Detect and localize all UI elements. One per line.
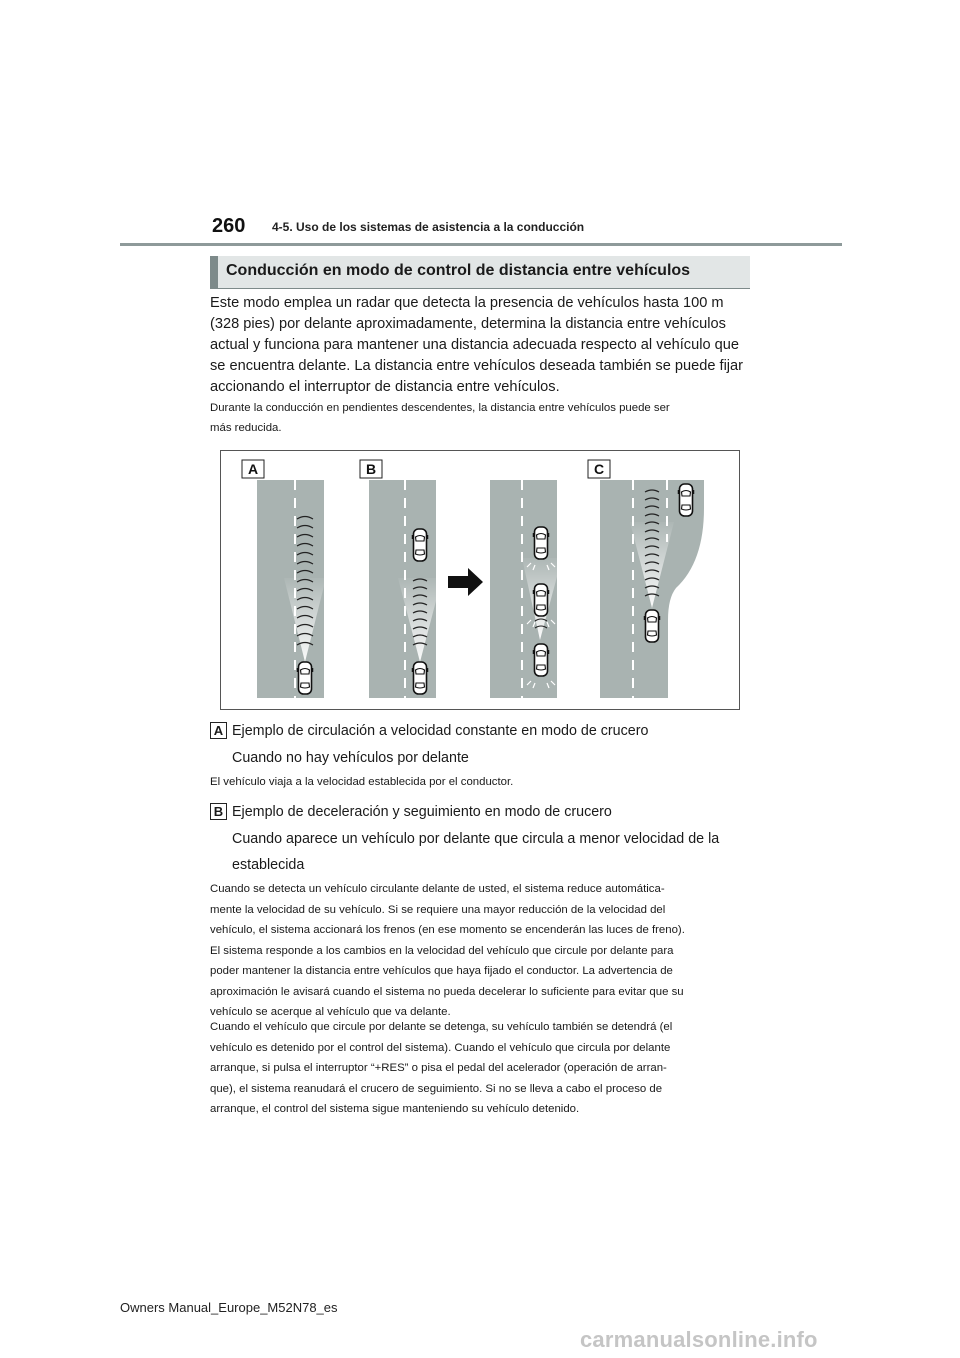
- lead-car-b: [413, 529, 428, 561]
- item-a-text: [210, 772, 750, 793]
- item-a-text-line: El vehículo viaja a la velocidad establecida por el conductor.: [210, 776, 514, 788]
- lead-car-b2: [534, 527, 549, 559]
- lead-car-c: [679, 484, 694, 516]
- chapter-title: 4-5. Uso de los sistemas de asistencia a la conducción: [272, 220, 585, 234]
- item-b-text-line: vehículo, el sistema accionará los frenos (en ese momento se encenderán las luces de freno).: [210, 924, 685, 936]
- cruise-control-diagram: [220, 450, 740, 710]
- section-title: Conducción en modo de control de distancia entre vehículos: [210, 256, 750, 288]
- note-paragraph: [210, 398, 750, 438]
- note-line: Durante la conducción en pendientes descendentes, la distancia entre vehículos puede ser: [210, 402, 670, 414]
- item-b-text-line: mente la velocidad de su vehículo. Si se requiere una mayor reducción de la velocidad del: [210, 903, 666, 916]
- item-b-text-line: poder mantener la distancia entre vehículos que haya fijado el conductor. La advertencia de: [210, 965, 673, 977]
- item-b-title-row: [210, 802, 612, 822]
- header-divider: [120, 243, 842, 246]
- panel-a-label: A: [247, 461, 259, 477]
- own-car-b: [413, 662, 428, 694]
- page-number: 260: [212, 215, 246, 237]
- intro-line: actual y funciona para mantener una distancia adecuada respecto al vehículo que: [210, 337, 739, 353]
- intro-line: (328 pies) por delante aproximadamente, determina la distancia entre vehículos: [210, 316, 726, 332]
- note-line: más reducida.: [210, 422, 282, 434]
- item-b-text-line: vehículo se acerque al vehículo que va delante.: [210, 1006, 451, 1018]
- panel-b-label: B: [365, 461, 377, 477]
- item-b-text2-line: arranque, si pulsa el interruptor “+RES” o pisa el pedal del acelerador (operación de arran-: [210, 1062, 667, 1074]
- item-a-subtitle: Cuando no hay vehículos por delante: [232, 750, 469, 766]
- own-car-a: [298, 662, 313, 694]
- panel-b: [360, 460, 442, 698]
- item-b-text-line: aproximación le avisará cuando el sistema no pueda decelerar lo suficiente para evitar que su: [210, 985, 684, 998]
- item-b-text: [210, 879, 750, 1023]
- own-car-c: [645, 610, 660, 642]
- item-b-title: Ejemplo de deceleración y seguimiento en modo de crucero: [232, 804, 612, 820]
- item-b-text2-line: que), el sistema reanudará el crucero de seguimiento. Si no se lleva a cabo el proceso de: [210, 1082, 663, 1095]
- intro-line: Este modo emplea un radar que detecta la presencia de vehículos hasta 100 m: [210, 295, 724, 311]
- panel-c-label: C: [593, 461, 605, 477]
- panel-b-continued: [490, 480, 562, 698]
- own-car-b2: [534, 644, 549, 676]
- item-b-text2-line: Cuando el vehículo que circule por delante se detenga, su vehículo también se detendrá (el: [210, 1021, 673, 1033]
- intro-paragraph: [210, 293, 758, 398]
- item-b-text2: [210, 1017, 750, 1120]
- middle-car-b2: [534, 584, 549, 616]
- item-a-title-row: [210, 721, 648, 741]
- item-a-badge: A: [210, 722, 227, 739]
- item-b-subtitle: [232, 826, 752, 878]
- watermark: carmanualsonline.info: [580, 1327, 818, 1352]
- item-b-text2-line: arranque, el control del sistema sigue manteniendo su vehículo detenido.: [210, 1103, 580, 1115]
- intro-line: se encuentra delante. La distancia entre vehículos deseada también se puede fijar: [210, 358, 744, 374]
- item-b-subtitle-line: establecida: [232, 857, 305, 873]
- manual-id: Owners Manual_Europe_M52N78_es: [120, 1300, 338, 1315]
- item-b-text-line: Cuando se detecta un vehículo circulante delante de usted, el sistema reduce automática-: [210, 883, 665, 895]
- item-b-subtitle-line: Cuando aparece un vehículo por delante que circula a menor velocidad de la: [232, 831, 720, 847]
- section-title-underline: [210, 288, 750, 289]
- intro-line: accionando el interruptor de distancia entre vehículos.: [210, 379, 560, 395]
- item-b-text2-line: vehículo es detenido por el control del sistema). Cuando el vehículo que circula por delante: [210, 1041, 671, 1054]
- item-b-text-line: El sistema responde a los cambios en la velocidad del vehículo que circule por delante para: [210, 944, 674, 957]
- item-b-badge: B: [210, 803, 227, 820]
- item-a-title: Ejemplo de circulación a velocidad constante en modo de crucero: [232, 723, 649, 739]
